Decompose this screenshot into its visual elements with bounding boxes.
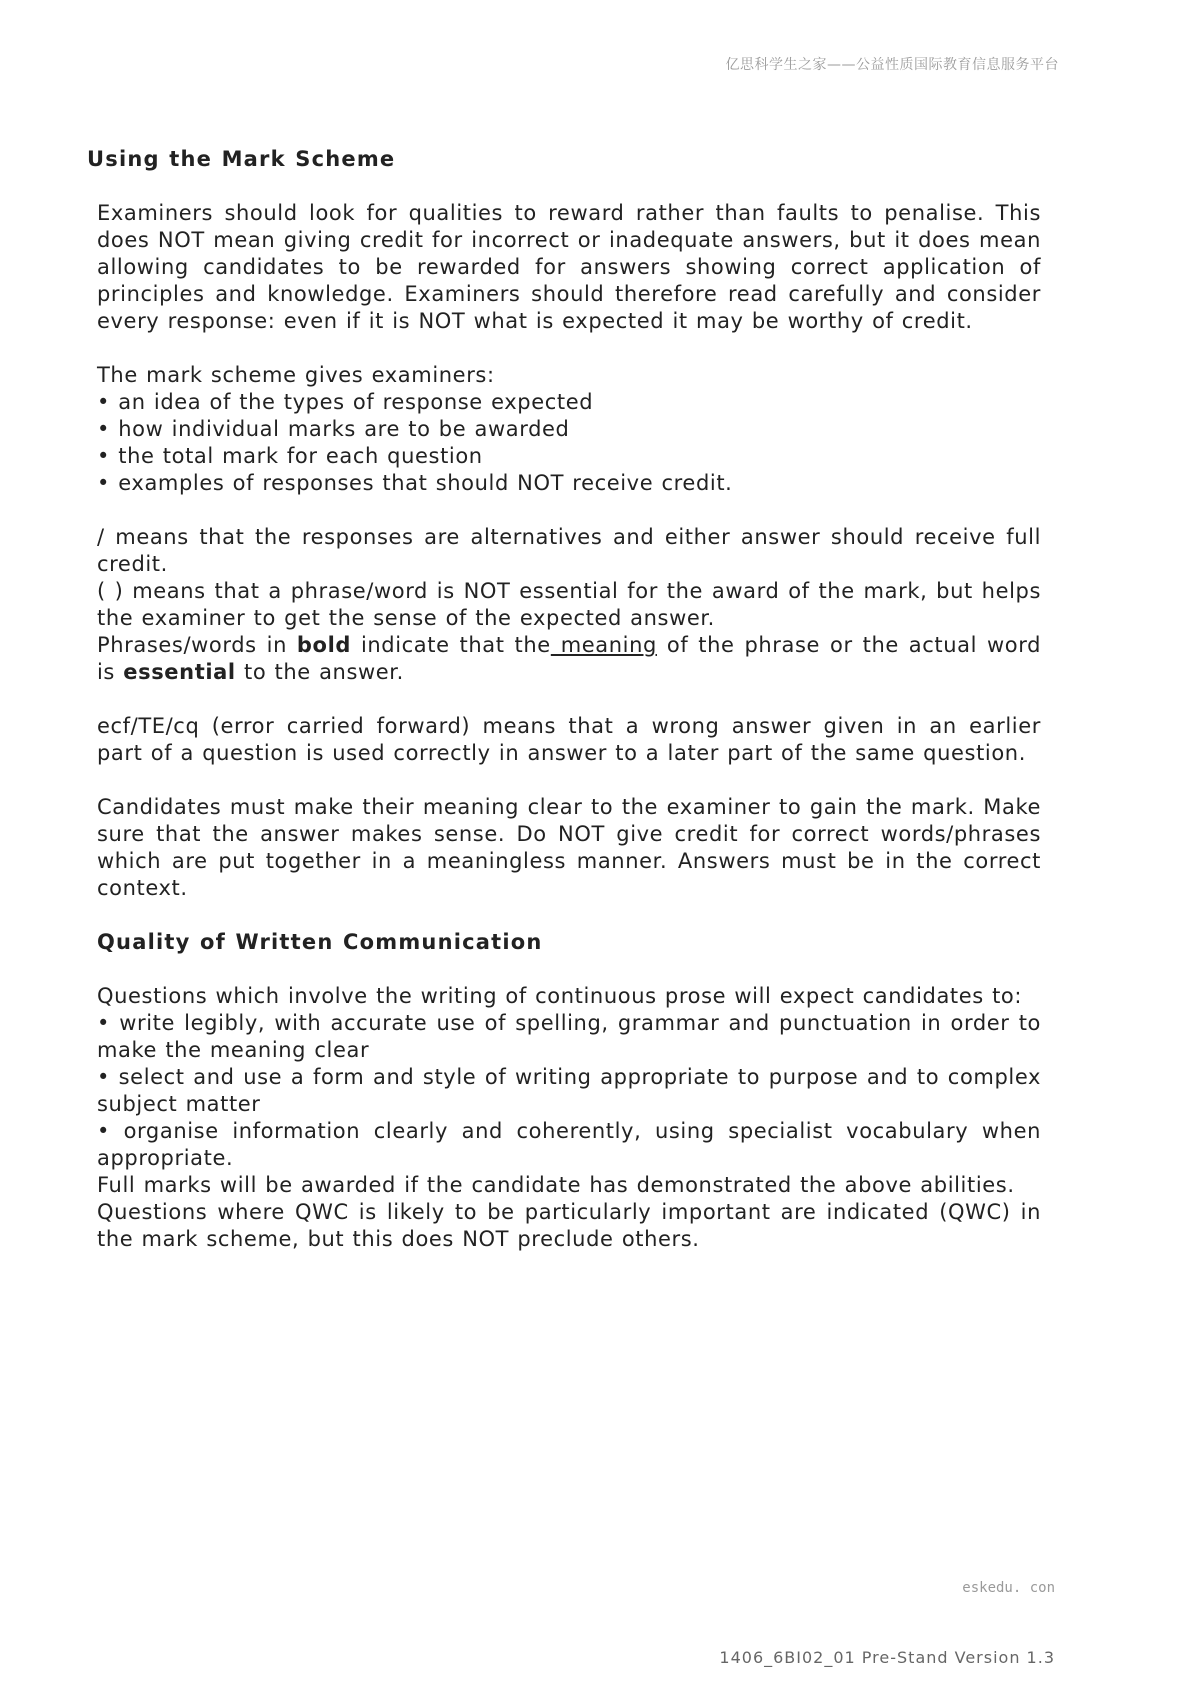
list-item: • the total mark for each question	[97, 443, 1041, 470]
mark-scheme-guidance	[87, 140, 1042, 1253]
bold-note-text: Phrases/words in	[97, 633, 297, 657]
list-item: • an idea of the types of response expected	[97, 389, 1041, 416]
ecf-note: ecf/TE/cq (error carried forward) means that a wrong answer given in an earlier part of a question is used correctly in answer to a later part of the same question.	[97, 714, 1041, 765]
bold-note	[97, 632, 1041, 686]
list-item: • write legibly, with accurate use of spelling, grammar and punctuation in order to make the meaning clear	[97, 1010, 1041, 1064]
qwc-intro: Questions which involve the writing of continuous prose will expect candidates to:	[97, 984, 1023, 1008]
slash-note: / means that the responses are alternatives and either answer should receive full credit.	[97, 525, 1041, 576]
qwc-note: Questions where QWC is likely to be particularly important are indicated (QWC) in the mark scheme, but this does NOT preclude others.	[97, 1200, 1041, 1251]
bold-keyword: bold	[296, 633, 352, 657]
underlined-meaning: meaning	[550, 633, 657, 657]
footer-version: 1406_6BI02_01 Pre-Stand Version 1.3	[719, 1648, 1055, 1667]
footer-site: eskedu. con	[962, 1580, 1055, 1596]
section-title-qwc: Quality of Written Communication	[97, 930, 543, 954]
bold-note-text: of the phrase or the actual word is	[97, 633, 1042, 684]
parentheses-note: ( ) means that a phrase/word is NOT essential for the award of the mark, but helps the examiner to get the sense of the expected answer.	[97, 579, 1041, 630]
bold-note-text: to the answer.	[235, 660, 404, 684]
essential-keyword: essential	[123, 660, 236, 684]
full-marks-note: Full marks will be awarded if the candidate has demonstrated the above abilities.	[97, 1173, 1015, 1197]
list-item: • examples of responses that should NOT receive credit.	[97, 470, 1041, 497]
meaning-note: Candidates must make their meaning clear to the examiner to gain the mark. Make sure that the answer makes sense. Do NOT give credit for correct words/phrases which are put together in a meaningless manner. Answers must be in the correct context.	[97, 795, 1041, 900]
bold-note-text: indicate that the	[351, 633, 551, 657]
list-item: • organise information clearly and coherently, using specialist vocabulary when appropriate.	[97, 1118, 1041, 1172]
list-intro: The mark scheme gives examiners:	[97, 363, 495, 387]
list-item: • select and use a form and style of writing appropriate to purpose and to complex subject matter	[97, 1064, 1041, 1118]
list-item: • how individual marks are to be awarded	[97, 416, 1041, 443]
header-site-line: 亿思科学生之家——公益性质国际教育信息服务平台	[725, 57, 1059, 73]
section-title-mark-scheme: Using the Mark Scheme	[87, 147, 396, 171]
examiner-guidance-paragraph: Examiners should look for qualities to reward rather than faults to penalise. This does NOT mean giving credit for incorrect or inadequate answers, but it does mean allowing candidates to be rewarded for answers showing correct application of principles and knowledge. Examiners should therefore read carefully and consider every response: even if it is NOT what is expected it may be worthy of credit.	[97, 201, 1041, 333]
